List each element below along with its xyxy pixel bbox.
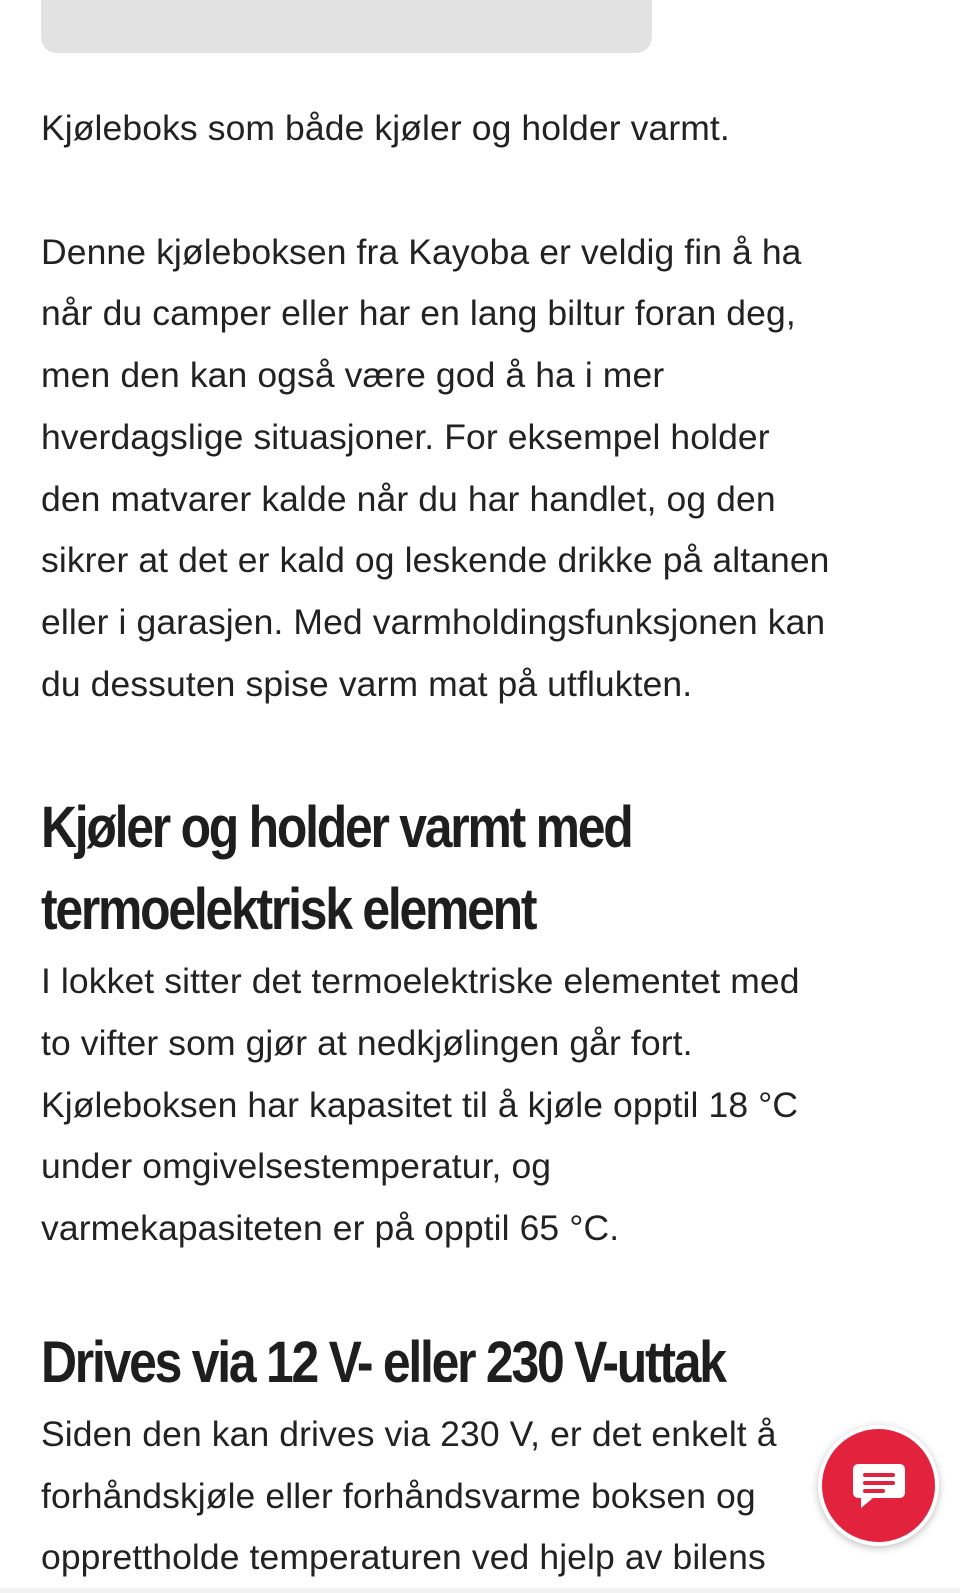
section-cooling-heading [41,787,951,951]
section-line: varmekapasiteten er på opptil 65 °C. [41,1208,620,1249]
section-heading-line: termoelektrisk element [41,877,536,943]
section-line: Siden den kan drives via 230 V, er det enkelt å [41,1413,777,1454]
section-power-text [41,1404,951,1589]
spacer [41,160,951,222]
description-line: når du camper eller har en lang biltur foran deg, [41,293,796,334]
description-line: men den kan også være god å ha i mer [41,355,665,396]
collapsed-card[interactable] [41,0,652,53]
section-heading-line: Drives via 12 V- eller 230 V-uttak [41,1329,725,1395]
section-line: to vifter som gjør at nedkjølingen går fort. [41,1023,693,1064]
section-power-heading [41,1322,951,1404]
section-line: Kjøleboksen har kapasitet til å kjøle opptil 18 °C [41,1084,799,1125]
description-line: eller i garasjen. Med varmholdingsfunksjonen kan [41,601,826,642]
section-line: opprettholde temperaturen ved hjelp av bilens [41,1537,766,1578]
intro-text: Kjøleboks som både kjøler og holder varmt. [41,108,730,148]
section-line: under omgivelsestemperatur, og [41,1146,552,1187]
description-line: sikrer at det er kald og leskende drikke på altanen [41,540,830,581]
description-line: den matvarer kalde når du har handlet, og den [41,478,776,519]
description-line: Denne kjøleboksen fra Kayoba er veldig fin å ha [41,231,802,272]
chat-button[interactable] [818,1425,939,1546]
section-heading-line: Kjøler og holder varmt med [41,795,632,861]
section-cooling-text [41,951,951,1260]
article-content [41,98,951,1589]
description-line: du dessuten spise varm mat på utflukten. [41,663,693,704]
section-line: forhåndskjøle eller forhåndsvarme boksen og [41,1475,756,1516]
description-line: hverdagslige situasjoner. For eksempel holder [41,416,770,457]
section-line: I lokket sitter det termoelektriske elementet med [41,961,800,1002]
divider [0,1588,960,1593]
chat-bubble-icon [851,1460,907,1512]
description-paragraph [41,222,951,716]
